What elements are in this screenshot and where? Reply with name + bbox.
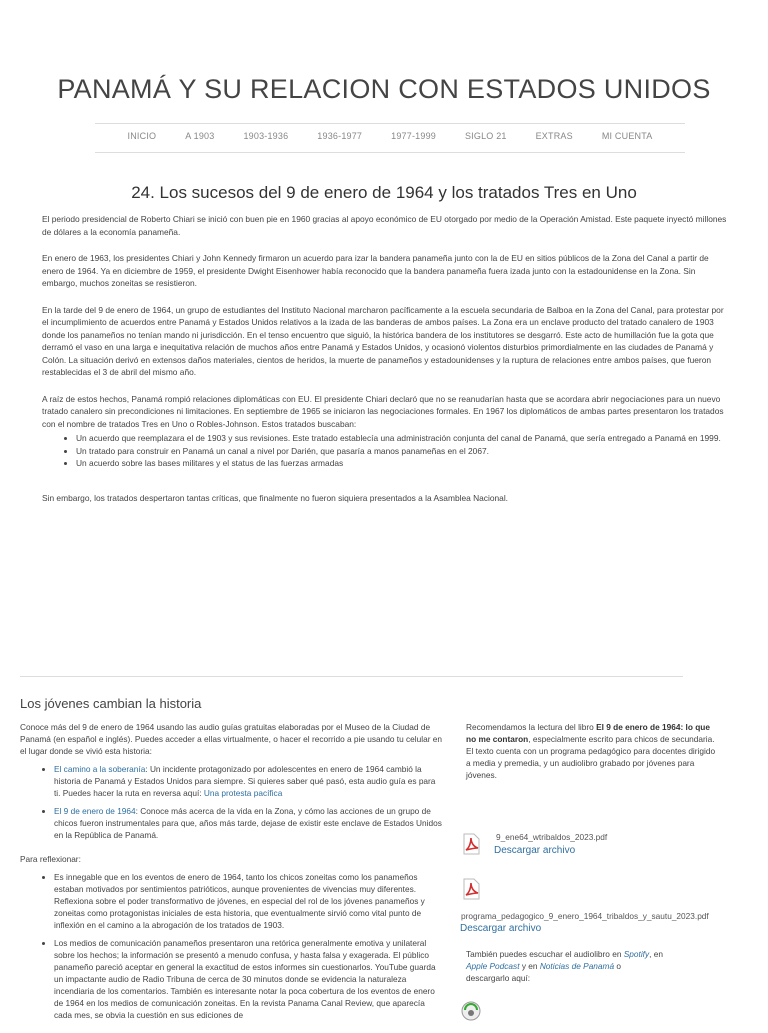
list-item: • Un acuerdo que reemplazara el de 1903 y sus revisiones. Este tratado establecía una administración conjunta del canal de Panamá, que sería entregado a Panamá en 1999. [76,432,730,445]
apple-podcast-link[interactable]: Apple Podcast [466,961,520,971]
guides-list [20,763,442,841]
audio-text: y en [519,961,540,971]
audio-guides-column [20,721,442,1033]
list-item: • Los medios de comunicación panameños presentaron una retórica generalmente emotiva y unilateral sobre los hechos; la información se presentó a menudo confusa, y hasta falsa y exagerada. El público panameño pareció aceptar en general la exactitud de estos informes sin cuestionarlos. YouTube guarda un impactante audio de Radio Tribuna de cerca de 30 minutos donde se evidencia la naturaleza incendiaria de los comentarios. También es interesante notar la poca cobertura de los eventos de enero de 1964 en los medios de comunicación zoneitas. En la revista Panama Canal Review, que aparecía cada mes, se obvia la cuestión en sus ediciones de [54,937,442,1021]
section-intro: Conoce más del 9 de enero de 1964 usando las audio guías gratuitas elaboradas por el Museo de la Ciudad de Panamá (en español e inglés). Puedes acceder a ellas virtualmente, o hacer el recorrido a pie usando tu celular en el lugar donde se vivió esta historia: [20,722,443,756]
reflect-label: Para reflexionar: [20,854,81,864]
spotify-link[interactable]: Spotify [623,949,650,959]
paragraph: En enero de 1963, los presidentes Chiari y John Kennedy firmaron un acuerdo para izar la bandera panameña junto con la de EU en sitios públicos de la Zona del Canal a partir de enero de 1964. Ya en diciembre de 1959, el presidente Dwight Eisenhower había reconocido que la bandera panameña fuera izada junto con la estadounidense en la Zona. Sin embargo, muchos zoneitas se resistieron. [42,253,709,288]
audiobook-text [466,948,666,984]
nav-item-a-1903[interactable]: A 1903 [185,131,215,141]
pdf-icon[interactable] [460,833,482,855]
list-item [54,805,442,841]
pdf-icon[interactable] [460,878,482,900]
main-nav [95,131,685,141]
nav-item-1936-1977[interactable]: 1936-1977 [317,131,363,141]
guide-text: : Conoce más acerca de la vida en la Zona, y cómo las acciones de un grupo de chicos fueron instrumentales para que, años más tarde, dejase de existir este enclave de Estados Unidos en la República de Panamá. [54,806,442,840]
paragraph: En la tarde del 9 de enero de 1964, un grupo de estudiantes del Instituto Nacional marcharon pacíficamente a la escuela secundaria de Balboa en la Zona del Canal, para protestar por el incumplimiento de acuerdos entre Panamá y Estados Unidos relativos a la izada de las banderas de ambos países. La Zona era un enclave producto del tratado canalero de 1903 donde los panameños no tenían mando ni jurisdicción. En el tenso encuentro que siguió, la histórica bandera de los institutores se desgarró. Este acto de humillación fue la gota que derramó el vaso en una larga e inequitativa relación de muchos años entre Panamá y Estados Unidos, y ocasionó violentos disturbios primordialmente en las ciudades de Panamá y Colón. La situación derivó en extensos daños materiales, cientos de heridos, la muerte de panameños y estadounidenses y la ruptura de relaciones entre ambos países, que fueron restablecidas el 3 de abril del mismo año. [42,304,724,377]
treaty-list [42,432,730,470]
download-link-1[interactable]: Descargar archivo [494,845,576,856]
book-recommendation [466,721,716,781]
closing-paragraph: Sin embargo, los tratados despertaron tantas críticas, que finalmente no fueron siquiera presentados a la Asamblea Nacional. [42,492,509,503]
section-divider [20,676,683,677]
list-item: • Un tratado para construir en Panamá un canal a nivel por Darién, que pasaría a manos panameñas en el 2067. [76,445,730,458]
nav-divider-top [95,123,685,124]
nav-item-extras[interactable]: EXTRAS [535,131,573,141]
nav-item-1903-1936[interactable]: 1903-1936 [243,131,289,141]
guide-link-9-enero[interactable]: El 9 de enero de 1964 [54,806,136,816]
book-title: El 9 de enero de 1964: lo que no me contaron [466,722,710,744]
audio-text: o descargarlo aquí: [466,961,621,983]
list-item [54,763,442,799]
guide-link-protesta[interactable]: Una protesta pacífica [203,788,283,798]
page-heading: 24. Los sucesos del 9 de enero de 1964 y los tratados Tres en Uno [131,183,637,202]
list-item: • Es innegable que en los eventos de enero de 1964, tanto los chicos zoneitas como los panameños estaban motivados por sentimientos patrióticos, aunque provenientes de vivencias muy diferentes. Reflexiona sobre el poder transformativo de jóvenes, en especial del rol de los jóvenes panameños y zoneitas como protagonistas iniciales de esta historia, que eventualmente sirvió como vital punto de inflexión en el camino a la abrogación de los tratados de 1903. [54,871,442,931]
nav-divider-bottom [95,152,685,153]
reflect-list [20,871,442,1021]
download-link-2[interactable]: Descargar archivo [460,923,542,934]
file-name: programa_pedagogico_9_enero_1964_tribaldos_y_sautu_2023.pdf [461,911,709,921]
paragraph: A raíz de estos hechos, Panamá rompió relaciones diplomáticas con EU. El presidente Chiari declaró que no se reanudarían hasta que se acordara abrir negociaciones para un nuevo tratado canalero sin precondiciones ni limitaciones. En septiembre de 1965 se iniciaron las negociaciones formales. En 1967 los diplomáticos de ambas partes presentaron los tratados con el nombre de tratados Tres en Uno o Robles-Johnson. Estos tratados buscaban: [42,393,724,429]
rec-text: , especialmente escrito para chicos de secundaria. El texto cuenta con un programa pedagógico para docentes dirigido a media y premedia, y un audiolibro grabado por jóvenes para jóvenes. [466,734,716,780]
noticias-link[interactable]: Noticias de Panamá [539,961,615,971]
audio-text: , en [649,949,663,959]
nav-item-mi-cuenta[interactable]: MI CUENTA [601,131,653,141]
audio-text: También puedes escuchar el audiolibro en [466,949,624,959]
list-item: • Un acuerdo sobre las bases militares y el status de las fuerzas armadas [76,457,730,470]
main-content [42,213,730,518]
file-name: 9_ene64_wtribaldos_2023.pdf [496,832,608,842]
nav-item-siglo-21[interactable]: SIGLO 21 [464,131,507,141]
guide-text: : Un incidente protagonizado por adolescentes en enero de 1964 cambió la historia de Panamá y Estados Unidos para siempre. Si quieres saber qué pasó, esta audio guía es para ti. Puedes hacer la ruta en reversa aquí: [54,764,436,798]
site-title[interactable]: PANAMÁ Y SU RELACION CON ESTADOS UNIDOS [57,74,711,104]
section-title: Los jóvenes cambian la historia [20,696,202,711]
nav-item-1977-1999[interactable]: 1977-1999 [391,131,436,141]
nav-item-inicio[interactable]: INICIO [127,131,157,141]
guide-link-camino[interactable]: El camino a la soberanía [54,764,146,774]
audio-file-icon[interactable] [460,1000,482,1022]
paragraph: El periodo presidencial de Roberto Chiari se inició con buen pie en 1960 gracias al apoyo económico de EU otorgado por medio de la Operación Amistad. Este paquete inyectó millones de dólares a la economía panameña. [42,214,727,237]
rec-text: Recomendamos la lectura del libro [466,722,597,732]
